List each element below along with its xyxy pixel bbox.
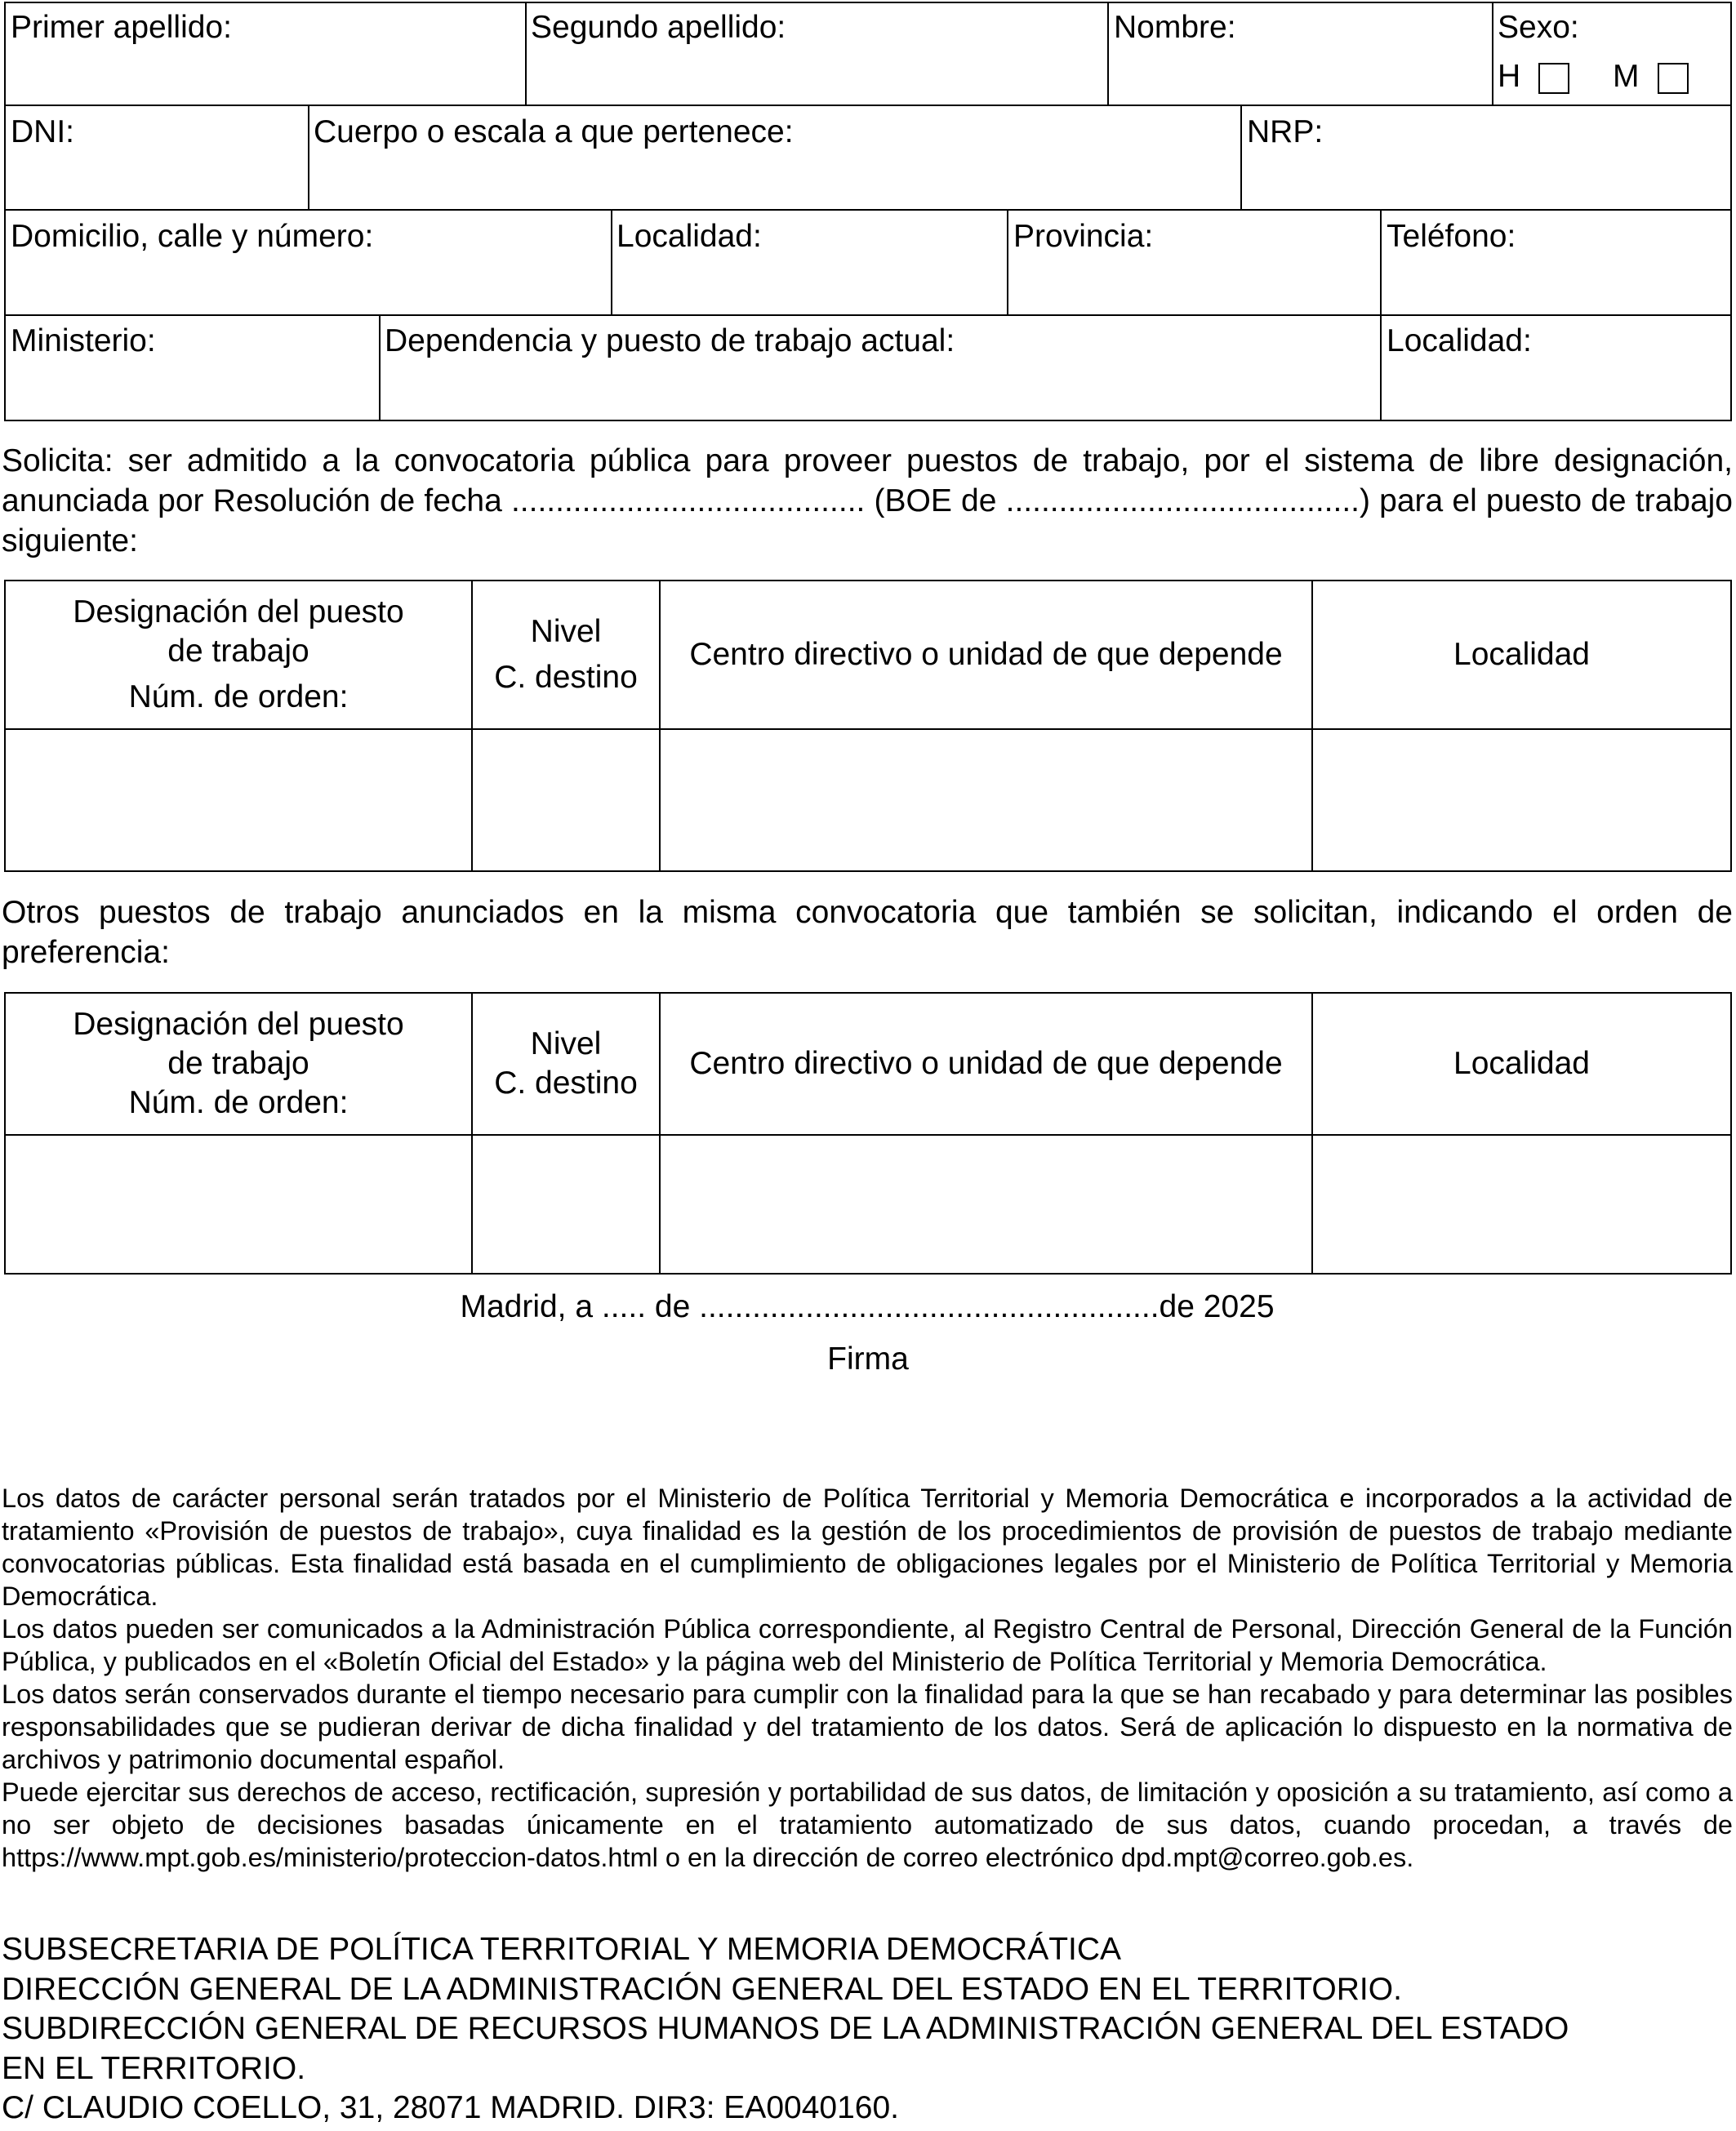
localidad-header: Localidad	[1311, 580, 1732, 730]
telefono-label: Teléfono:	[1387, 219, 1516, 254]
nivel-line2: C. destino	[494, 660, 638, 695]
designacion-header	[4, 580, 473, 730]
nivel-input-cell[interactable]	[471, 728, 661, 872]
designacion-line3: Núm. de orden:	[128, 679, 349, 714]
localidad-trabajo-label: Localidad:	[1387, 323, 1532, 358]
nivel-header	[471, 580, 661, 730]
legal-paragraph-3: Los datos serán conservados durante el tiempo necesario para cumplir con la finalidad para la que se han recabado y para determinar las posibles responsabilidades que se pudieran derivar de dicha finalidad y del tratamiento de los datos. Será de aplicación lo dispuesto en la normativa de archivos y patrimonio documental español.	[2, 1679, 1733, 1774]
designacion-line2: de trabajo	[167, 1046, 309, 1081]
dni-label: DNI:	[11, 114, 74, 149]
designacion-input-cell[interactable]	[4, 728, 473, 872]
address-block	[2, 1930, 1569, 2129]
localidad-header: Localidad	[1311, 992, 1732, 1136]
primer-apellido-label: Primer apellido:	[11, 10, 232, 45]
nivel-header	[471, 992, 661, 1136]
address-line-5: C/ CLAUDIO COELLO, 31, 28071 MADRID. DIR3: EA0040160.	[2, 2090, 899, 2125]
designacion-line3: Núm. de orden:	[128, 1085, 349, 1120]
sexo-options	[1498, 59, 1689, 95]
sexo-h-checkbox[interactable]	[1538, 63, 1569, 94]
designacion-line1: Designación del puesto	[73, 1007, 404, 1042]
centro-header: Centro directivo o unidad de que depende	[659, 580, 1313, 730]
nivel-line2: C. destino	[494, 1066, 638, 1101]
ministerio-label: Ministerio:	[11, 323, 156, 358]
legal-paragraph-4: Puede ejercitar sus derechos de acceso, rectificación, supresión y portabilidad de sus datos, de limitación y oposición a su tratamiento, así como a no ser objeto de decisiones basadas únicamente en el tratamiento automatizado de sus datos, cuando procedan, a través de https://www.mpt.gob.es/ministerio/proteccion-datos.html o en la dirección de correo electrónico dpd.mpt@correo.gob.es.	[2, 1777, 1733, 1872]
sexo-h-label: H	[1498, 59, 1521, 94]
sexo-label: Sexo:	[1498, 10, 1579, 45]
localidad-domicilio-label: Localidad:	[617, 219, 762, 254]
provincia-label: Provincia:	[1013, 219, 1154, 254]
fecha-line: Madrid, a ..... de ....................................................de 2025	[460, 1289, 1275, 1324]
address-line-4: EN EL TERRITORIO.	[2, 2050, 306, 2086]
address-line-3: SUBDIRECCIÓN GENERAL DE RECURSOS HUMANOS DE LA ADMINISTRACIÓN GENERAL DEL ESTADO	[2, 2011, 1569, 2046]
domicilio-label: Domicilio, calle y número:	[11, 219, 374, 254]
designacion-input-cell[interactable]	[4, 1134, 473, 1275]
centro-header: Centro directivo o unidad de que depende	[659, 992, 1313, 1136]
nrp-label: NRP:	[1247, 114, 1324, 149]
otros-paragraph: Otros puestos de trabajo anunciados en la misma convocatoria que también se solicitan, indicando el orden de preferencia:	[2, 895, 1733, 970]
legal-paragraph-2: Los datos pueden ser comunicados a la Administración Pública correspondiente, al Registro Central de Personal, Dirección General de la Función Pública, y publicados en el «Boletín Oficial del Estado» y la página web del Ministerio de Política Territorial y Memoria Democrática.	[2, 1614, 1733, 1676]
firma-label: Firma	[827, 1341, 909, 1377]
dependencia-label: Dependencia y puesto de trabajo actual:	[385, 323, 955, 358]
designacion-line2: de trabajo	[167, 634, 309, 669]
legal-paragraph-1: Los datos de carácter personal serán tratados por el Ministerio de Política Territorial y Memoria Democrática e incorporados a la actividad de tratamiento «Provisión de puestos de trabajo», cuya finalidad es la gestión de los procedimientos de provisión de puestos de trabajo mediante convocatorias públicas. Esta finalidad está basada en el cumplimiento de obligaciones legales por el Ministerio de Política Territorial y Memoria Democrática.	[2, 1484, 1733, 1611]
sexo-m-checkbox[interactable]	[1658, 63, 1689, 94]
centro-input-cell[interactable]	[659, 1134, 1313, 1275]
nombre-label: Nombre:	[1114, 10, 1236, 45]
designacion-line1: Designación del puesto	[73, 594, 404, 630]
legal-notice	[2, 1482, 1733, 1874]
nivel-line1: Nivel	[530, 614, 602, 649]
nivel-line1: Nivel	[530, 1026, 602, 1061]
address-line-1: SUBSECRETARIA DE POLÍTICA TERRITORIAL Y MEMORIA DEMOCRÁTICA	[2, 1932, 1122, 1967]
solicita-paragraph: Solicita: ser admitido a la convocatoria pública para proveer puestos de trabajo, por el sistema de libre designación, anunciada por Resolución de fecha ........................................ (BOE de ........................................) para el puesto de trabajo siguiente:	[2, 443, 1733, 558]
address-line-2: DIRECCIÓN GENERAL DE LA ADMINISTRACIÓN GENERAL DEL ESTADO EN EL TERRITORIO.	[2, 1971, 1402, 2007]
segundo-apellido-label: Segundo apellido:	[531, 10, 786, 45]
localidad-input-cell[interactable]	[1311, 1134, 1732, 1275]
nivel-input-cell[interactable]	[471, 1134, 661, 1275]
centro-input-cell[interactable]	[659, 728, 1313, 872]
cuerpo-label: Cuerpo o escala a que pertenece:	[314, 114, 794, 149]
sexo-m-label: M	[1613, 59, 1640, 94]
localidad-input-cell[interactable]	[1311, 728, 1732, 872]
designacion-header	[4, 992, 473, 1136]
